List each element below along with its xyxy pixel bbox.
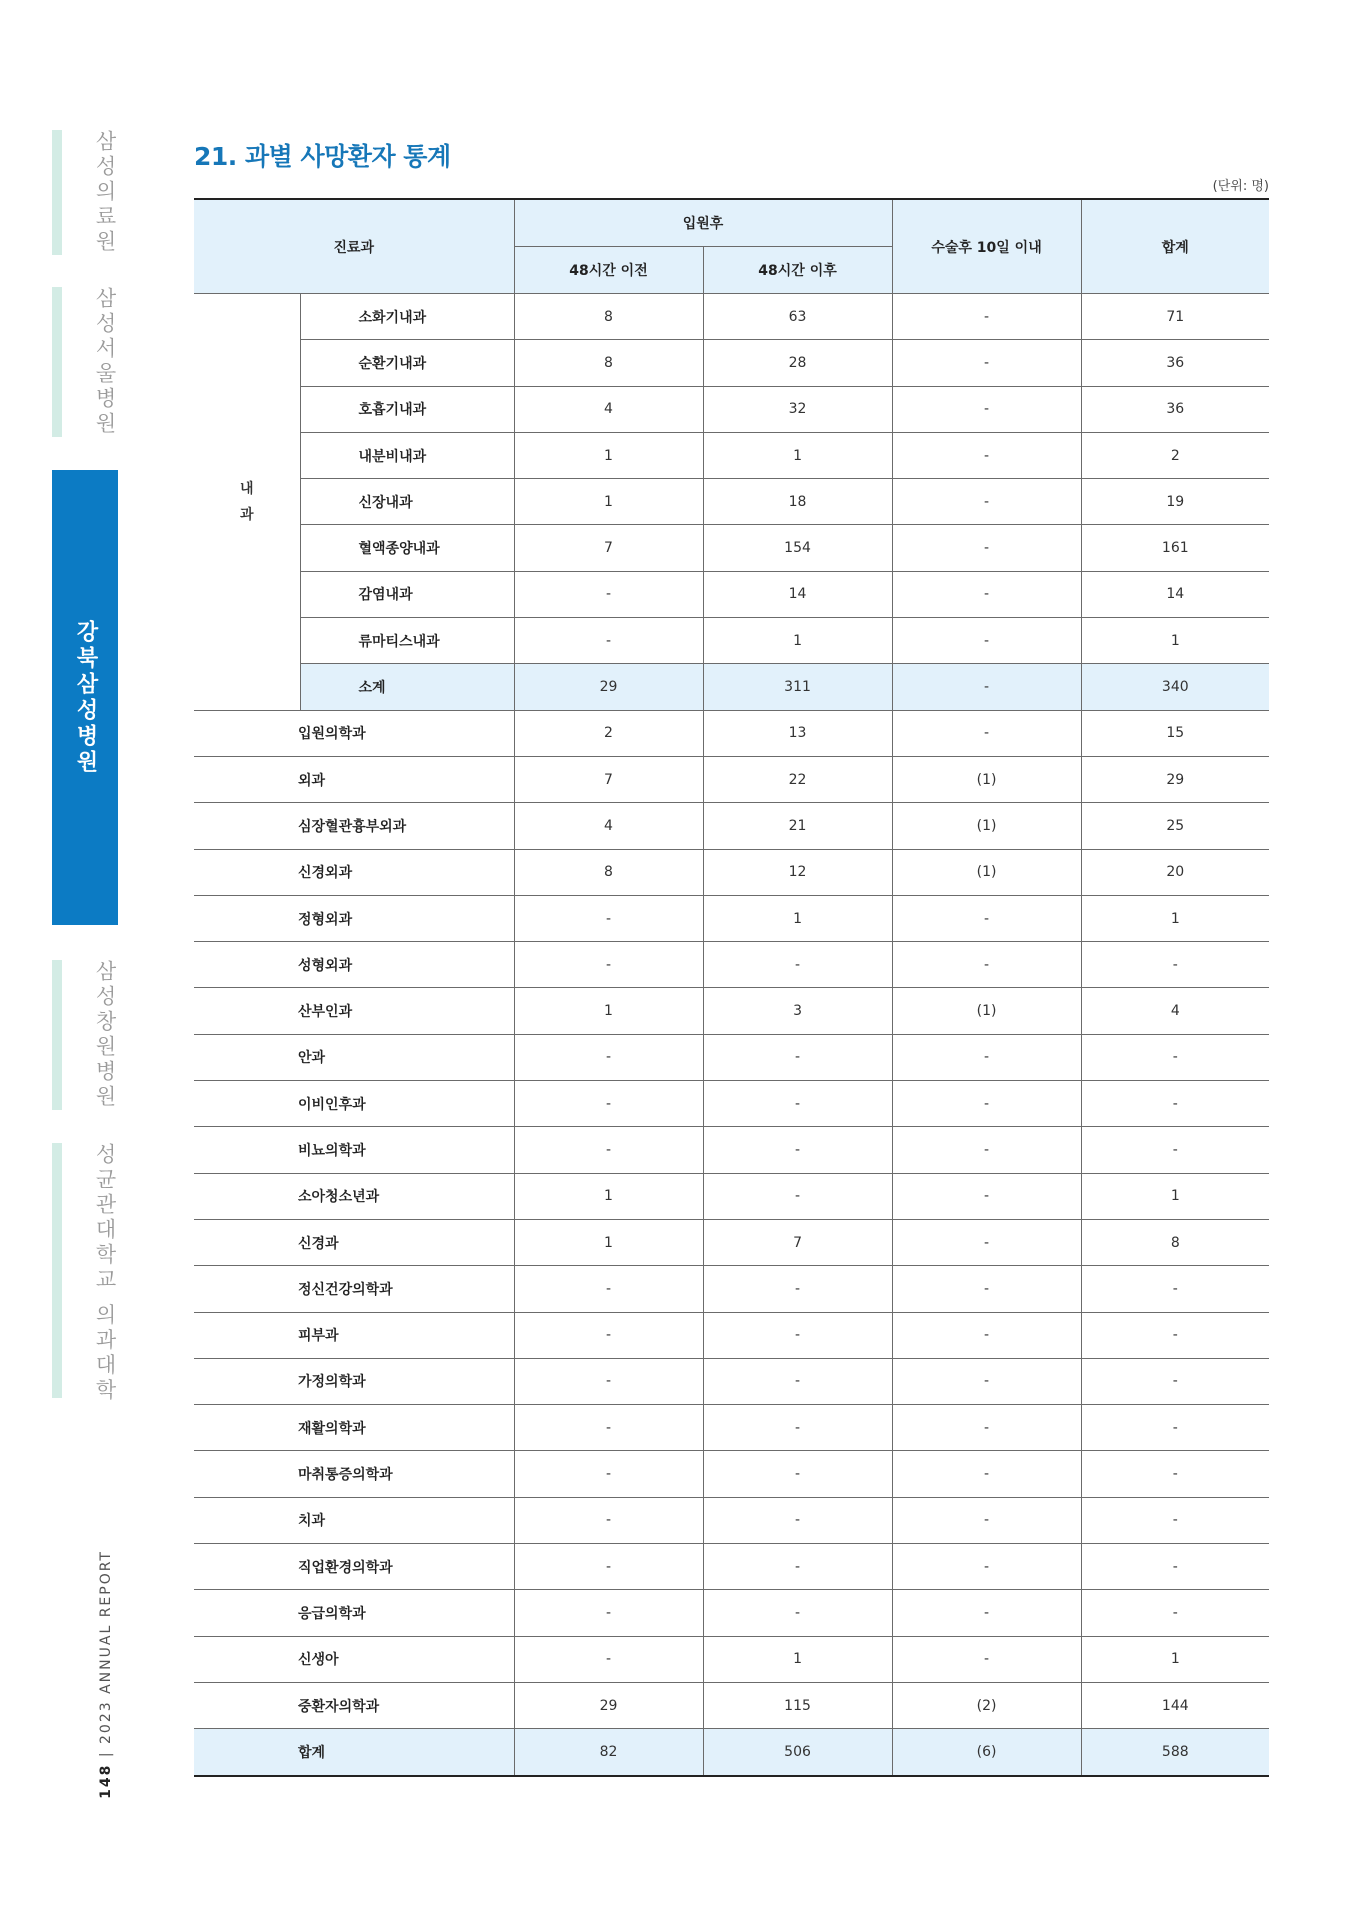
cell-before-48h: 8 (514, 294, 703, 340)
cell-post-op: - (892, 1312, 1081, 1358)
cell-total: - (1081, 1405, 1269, 1451)
cell-after-48h: - (703, 1034, 892, 1080)
cell-after-48h: 311 (703, 664, 892, 710)
side-nav-item-samsung-medical-center[interactable] (52, 130, 118, 255)
cell-dept-name: 류마티스내과 (300, 618, 514, 664)
table-row (194, 1405, 1269, 1451)
cell-dept-name: 소아청소년과 (194, 1173, 514, 1219)
cell-total: 1 (1081, 1636, 1269, 1682)
cell-dept-name: 신장내과 (300, 479, 514, 525)
table-row (194, 849, 1269, 895)
header-after-admission: 입원후 (514, 199, 892, 247)
footer-separator: | (98, 1743, 114, 1764)
cell-before-48h: 82 (514, 1729, 703, 1776)
cell-before-48h: - (514, 1312, 703, 1358)
cell-total: 161 (1081, 525, 1269, 571)
cell-total: 1 (1081, 618, 1269, 664)
table-row (194, 1590, 1269, 1636)
cell-dept-name: 호흡기내과 (300, 386, 514, 432)
cell-before-48h: 7 (514, 756, 703, 802)
cell-after-48h: 22 (703, 756, 892, 802)
cell-post-op: - (892, 1127, 1081, 1173)
cell-after-48h: 154 (703, 525, 892, 571)
cell-dept-name: 내분비내과 (300, 432, 514, 478)
cell-before-48h: - (514, 1590, 703, 1636)
cell-total: 19 (1081, 479, 1269, 525)
side-nav (52, 0, 132, 1920)
cell-dept-name: 산부인과 (194, 988, 514, 1034)
cell-dept-name: 신경외과 (194, 849, 514, 895)
table-row (194, 895, 1269, 941)
cell-post-op: - (892, 525, 1081, 571)
table-row (194, 756, 1269, 802)
cell-total: - (1081, 1081, 1269, 1127)
cell-total: 340 (1081, 664, 1269, 710)
subtotal-row (194, 664, 1269, 710)
cell-post-op: - (892, 1636, 1081, 1682)
cell-total: - (1081, 1451, 1269, 1497)
cell-after-48h: 13 (703, 710, 892, 756)
cell-before-48h: - (514, 1544, 703, 1590)
cell-total: - (1081, 1266, 1269, 1312)
cell-total: 1 (1081, 895, 1269, 941)
cell-before-48h: - (514, 1358, 703, 1404)
cell-after-48h: 63 (703, 294, 892, 340)
table-row (194, 1358, 1269, 1404)
cell-total: - (1081, 1034, 1269, 1080)
cell-dept-name: 응급의학과 (194, 1590, 514, 1636)
cell-total: - (1081, 1358, 1269, 1404)
cell-before-48h: - (514, 571, 703, 617)
cell-post-op: (6) (892, 1729, 1081, 1776)
cell-after-48h: - (703, 1358, 892, 1404)
table-row (194, 710, 1269, 756)
cell-post-op: - (892, 1173, 1081, 1219)
cell-after-48h: - (703, 1590, 892, 1636)
cell-before-48h: 1 (514, 1173, 703, 1219)
side-nav-label: 강북삼성병원 (73, 620, 98, 776)
cell-after-48h: 1 (703, 895, 892, 941)
cell-after-48h: 1 (703, 1636, 892, 1682)
cell-post-op: - (892, 1034, 1081, 1080)
cell-total: - (1081, 1497, 1269, 1543)
cell-before-48h: 1 (514, 988, 703, 1034)
side-nav-label: 성균관대학교 의과대학 (93, 1143, 117, 1404)
cell-before-48h: - (514, 1034, 703, 1080)
cell-after-48h: 115 (703, 1682, 892, 1728)
cell-post-op: (1) (892, 988, 1081, 1034)
table-row (194, 1266, 1269, 1312)
cell-post-op: - (892, 294, 1081, 340)
cell-total: 2 (1081, 432, 1269, 478)
page-title: 21. 과별 사망환자 통계 (194, 141, 451, 171)
cell-after-48h: - (703, 1081, 892, 1127)
cell-after-48h: - (703, 1266, 892, 1312)
side-nav-bar (52, 1143, 62, 1398)
cell-after-48h: 3 (703, 988, 892, 1034)
cell-total: 8 (1081, 1219, 1269, 1265)
table-row (194, 525, 1269, 571)
cell-post-op: (1) (892, 849, 1081, 895)
cell-total: 20 (1081, 849, 1269, 895)
side-nav-item-skku-medicine[interactable] (52, 1143, 118, 1404)
report-name: 2023 ANNUAL REPORT (98, 1550, 114, 1744)
cell-dept-name: 입원의학과 (194, 710, 514, 756)
cell-post-op: - (892, 1405, 1081, 1451)
cell-after-48h: 1 (703, 618, 892, 664)
side-nav-label: 삼성서울병원 (93, 287, 117, 437)
cell-total: 15 (1081, 710, 1269, 756)
table-row (194, 479, 1269, 525)
cell-before-48h: 29 (514, 664, 703, 710)
cell-total: - (1081, 1312, 1269, 1358)
cell-dept-name: 감염내과 (300, 571, 514, 617)
table-row (194, 1081, 1269, 1127)
cell-before-48h: 7 (514, 525, 703, 571)
header-before-48h: 48시간 이전 (514, 247, 703, 294)
cell-dept-name: 중환자의학과 (194, 1682, 514, 1728)
cell-dept-name: 마취통증의학과 (194, 1451, 514, 1497)
cell-after-48h: - (703, 1312, 892, 1358)
cell-dept-name: 신경과 (194, 1219, 514, 1265)
cell-post-op: - (892, 895, 1081, 941)
cell-before-48h: 8 (514, 340, 703, 386)
table-row (194, 340, 1269, 386)
total-row (194, 1729, 1269, 1776)
cell-total: 144 (1081, 1682, 1269, 1728)
side-nav-bar (52, 130, 62, 255)
cell-before-48h: 1 (514, 432, 703, 478)
cell-total: 14 (1081, 571, 1269, 617)
cell-total: 36 (1081, 340, 1269, 386)
cell-total: 29 (1081, 756, 1269, 802)
cell-post-op: - (892, 340, 1081, 386)
cell-before-48h: - (514, 1405, 703, 1451)
cell-dept-name: 소계 (300, 664, 514, 710)
cell-post-op: - (892, 1590, 1081, 1636)
cell-post-op: - (892, 1219, 1081, 1265)
cell-total: 588 (1081, 1729, 1269, 1776)
cell-after-48h: - (703, 1173, 892, 1219)
cell-after-48h: - (703, 942, 892, 988)
cell-dept-name: 신생아 (194, 1636, 514, 1682)
cell-total: 1 (1081, 1173, 1269, 1219)
side-nav-bar (52, 287, 62, 437)
cell-before-48h: - (514, 1497, 703, 1543)
cell-before-48h: - (514, 1266, 703, 1312)
cell-before-48h: 4 (514, 803, 703, 849)
side-nav-item-samsung-seoul-hospital[interactable] (52, 287, 118, 437)
group-label-internal-medicine: 내과 (194, 294, 300, 711)
cell-post-op: - (892, 479, 1081, 525)
cell-post-op: - (892, 386, 1081, 432)
cell-total: 4 (1081, 988, 1269, 1034)
cell-dept-name: 소화기내과 (300, 294, 514, 340)
cell-total: 36 (1081, 386, 1269, 432)
cell-before-48h: - (514, 1451, 703, 1497)
cell-after-48h: 12 (703, 849, 892, 895)
table-row (194, 988, 1269, 1034)
cell-after-48h: 506 (703, 1729, 892, 1776)
table-row (194, 1173, 1269, 1219)
cell-post-op: (2) (892, 1682, 1081, 1728)
cell-post-op: - (892, 1081, 1081, 1127)
cell-total: - (1081, 942, 1269, 988)
cell-before-48h: 8 (514, 849, 703, 895)
cell-post-op: - (892, 1544, 1081, 1590)
side-nav-item-samsung-changwon-hospital[interactable] (52, 960, 118, 1110)
cell-before-48h: 1 (514, 479, 703, 525)
header-total: 합계 (1081, 199, 1269, 294)
cell-before-48h: 29 (514, 1682, 703, 1728)
table-row (194, 386, 1269, 432)
table-row (194, 1451, 1269, 1497)
cell-post-op: - (892, 618, 1081, 664)
cell-before-48h: 1 (514, 1219, 703, 1265)
table-row (194, 942, 1269, 988)
cell-dept-name: 직업환경의학과 (194, 1544, 514, 1590)
unit-label: (단위: 명) (1212, 179, 1269, 194)
cell-total: - (1081, 1127, 1269, 1173)
cell-before-48h: - (514, 1127, 703, 1173)
cell-after-48h: 32 (703, 386, 892, 432)
death-stats-table (194, 198, 1269, 1777)
cell-before-48h: - (514, 1081, 703, 1127)
table-row (194, 1682, 1269, 1728)
cell-after-48h: 21 (703, 803, 892, 849)
cell-dept-name: 정신건강의학과 (194, 1266, 514, 1312)
cell-total: - (1081, 1544, 1269, 1590)
cell-post-op: - (892, 1451, 1081, 1497)
cell-dept-name: 이비인후과 (194, 1081, 514, 1127)
side-nav-bar (52, 960, 62, 1110)
page-number: 148 (98, 1763, 114, 1799)
cell-after-48h: 28 (703, 340, 892, 386)
cell-dept-name: 비뇨의학과 (194, 1127, 514, 1173)
cell-dept-name: 안과 (194, 1034, 514, 1080)
table-row (194, 1544, 1269, 1590)
cell-dept-name: 심장혈관흉부외과 (194, 803, 514, 849)
cell-post-op: - (892, 571, 1081, 617)
table-row (194, 571, 1269, 617)
table-row (194, 1127, 1269, 1173)
cell-after-48h: - (703, 1497, 892, 1543)
cell-after-48h: - (703, 1405, 892, 1451)
cell-dept-name: 치과 (194, 1497, 514, 1543)
cell-after-48h: 1 (703, 432, 892, 478)
header-after-48h: 48시간 이후 (703, 247, 892, 294)
cell-post-op: - (892, 942, 1081, 988)
cell-post-op: - (892, 1497, 1081, 1543)
cell-post-op: - (892, 710, 1081, 756)
page-footer (98, 1550, 114, 1799)
cell-total: 25 (1081, 803, 1269, 849)
cell-total: 71 (1081, 294, 1269, 340)
cell-after-48h: - (703, 1127, 892, 1173)
side-nav-label: 삼성창원병원 (93, 960, 117, 1110)
cell-dept-name: 합계 (194, 1729, 514, 1776)
cell-after-48h: 14 (703, 571, 892, 617)
table-row (194, 1034, 1269, 1080)
cell-post-op: - (892, 1266, 1081, 1312)
cell-after-48h: - (703, 1544, 892, 1590)
cell-dept-name: 피부과 (194, 1312, 514, 1358)
cell-dept-name: 정형외과 (194, 895, 514, 941)
cell-before-48h: - (514, 895, 703, 941)
cell-dept-name: 재활의학과 (194, 1405, 514, 1451)
cell-post-op: - (892, 664, 1081, 710)
cell-dept-name: 가정의학과 (194, 1358, 514, 1404)
cell-dept-name: 성형외과 (194, 942, 514, 988)
cell-before-48h: 2 (514, 710, 703, 756)
table-row (194, 432, 1269, 478)
cell-before-48h: 4 (514, 386, 703, 432)
header-row (194, 199, 1269, 247)
cell-after-48h: - (703, 1451, 892, 1497)
cell-dept-name: 외과 (194, 756, 514, 802)
header-post-op: 수술후 10일 이내 (892, 199, 1081, 294)
cell-before-48h: - (514, 1636, 703, 1682)
table-row (194, 1636, 1269, 1682)
cell-post-op: - (892, 1358, 1081, 1404)
table-row (194, 1497, 1269, 1543)
cell-post-op: (1) (892, 756, 1081, 802)
cell-dept-name: 순환기내과 (300, 340, 514, 386)
cell-before-48h: - (514, 942, 703, 988)
table-row (194, 1312, 1269, 1358)
side-nav-item-kangbuk-samsung-hospital[interactable] (52, 470, 118, 925)
cell-post-op: - (892, 432, 1081, 478)
table-row (194, 1219, 1269, 1265)
header-dept: 진료과 (194, 199, 514, 294)
cell-after-48h: 18 (703, 479, 892, 525)
cell-before-48h: - (514, 618, 703, 664)
side-nav-label: 삼성의료원 (93, 130, 117, 255)
table-row (194, 803, 1269, 849)
table-body (194, 294, 1269, 1776)
cell-dept-name: 혈액종양내과 (300, 525, 514, 571)
table-row (194, 294, 1269, 340)
cell-post-op: (1) (892, 803, 1081, 849)
table-row (194, 618, 1269, 664)
cell-total: - (1081, 1590, 1269, 1636)
cell-after-48h: 7 (703, 1219, 892, 1265)
